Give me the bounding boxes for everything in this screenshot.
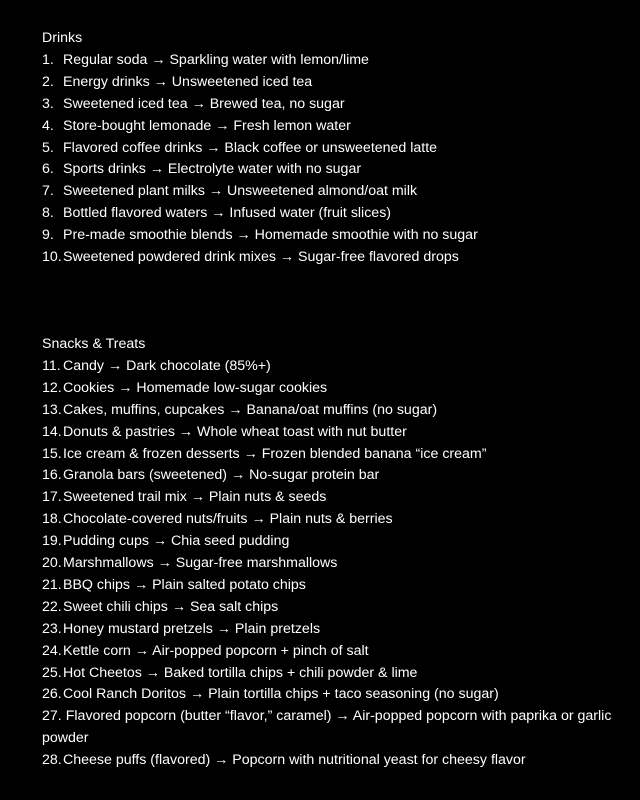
item-text: Sweetened iced tea → Brewed tea, no sugar	[63, 95, 345, 112]
item-number: 12.	[42, 379, 62, 396]
item-text: Marshmallows → Sugar-free marshmallows	[63, 555, 338, 572]
list-item	[42, 422, 612, 444]
list-item	[42, 356, 612, 378]
item-text: Sweetened powdered drink mixes → Sugar-free flavored drops	[63, 249, 459, 266]
item-line	[42, 706, 612, 750]
item-text: Hot Cheetos → Baked tortilla chips + chili powder & lime	[63, 664, 418, 681]
list-item	[42, 487, 612, 509]
drinks-heading: Drinks	[42, 30, 83, 46]
item-number: 21.	[42, 576, 62, 593]
item-number: 18.	[42, 511, 62, 528]
item-number: 11.	[42, 357, 61, 374]
item-text: Sweetened plant milks → Unsweetened almond/oat milk	[63, 183, 418, 200]
item-text: Kettle corn → Air-popped popcorn + pinch of salt	[63, 642, 369, 659]
list-item	[42, 597, 612, 619]
item-text: Chocolate-covered nuts/fruits → Plain nuts & berries	[63, 511, 393, 528]
item-text: Pre-made smoothie blends → Homemade smoothie with no sugar	[63, 227, 478, 244]
drinks-section	[42, 28, 612, 269]
list-item	[42, 138, 612, 160]
list-item	[42, 116, 612, 138]
item-text: Sports drinks → Electrolyte water with no sugar	[63, 161, 362, 178]
item-number: 5.	[42, 139, 54, 156]
item-text: Cookies → Homemade low-sugar cookies	[63, 379, 328, 396]
item-number: 9.	[42, 227, 54, 244]
item-text: Cheese puffs (flavored) → Popcorn with nutritional yeast for cheesy flavor	[63, 752, 526, 769]
item-text: Pudding cups → Chia seed pudding	[63, 533, 290, 550]
snacks-section	[42, 334, 612, 772]
item-number: 17.	[42, 489, 62, 506]
list-item	[42, 509, 612, 531]
item-text: Donuts & pastries → Whole wheat toast with nut butter	[63, 423, 407, 440]
item-number: 23.	[42, 620, 62, 637]
item-text: BBQ chips → Plain salted potato chips	[63, 576, 306, 593]
item-text: Store-bought lemonade → Fresh lemon water	[63, 117, 351, 134]
snacks-list	[42, 356, 612, 772]
item-text: Flavored popcorn (butter “flavor,” caramel) → Air-popped popcorn with paprika or garlic powder	[42, 708, 612, 747]
item-number: 28.	[42, 752, 62, 769]
list-item	[42, 553, 612, 575]
item-number: 8.	[42, 205, 54, 222]
item-text: Cool Ranch Doritos → Plain tortilla chips + taco seasoning (no sugar)	[63, 686, 499, 703]
item-number: 10.	[42, 249, 62, 266]
item-text: Sweet chili chips → Sea salt chips	[63, 598, 279, 615]
item-number: 3.	[42, 95, 54, 112]
item-number: 26.	[42, 686, 62, 703]
item-text: Honey mustard pretzels → Plain pretzels	[63, 620, 321, 637]
item-number: 6.	[42, 161, 54, 178]
item-number: 15.	[42, 445, 62, 462]
item-text: Flavored coffee drinks → Black coffee or unsweetened latte	[63, 139, 438, 156]
drinks-list	[42, 50, 612, 269]
list-item	[42, 94, 612, 116]
list-item	[42, 706, 612, 750]
item-number: 25.	[42, 664, 62, 681]
list-item	[42, 50, 612, 72]
list-item	[42, 72, 612, 94]
item-number: 24.	[42, 642, 62, 659]
item-text: Candy → Dark chocolate (85%+)	[63, 357, 271, 374]
item-number: 16.	[42, 467, 62, 484]
item-number: 20.	[42, 555, 62, 572]
item-number: 27.	[42, 708, 62, 725]
item-text: Energy drinks → Unsweetened iced tea	[63, 73, 313, 90]
item-number: 13.	[42, 401, 62, 418]
list-item	[42, 444, 612, 466]
list-item	[42, 575, 612, 597]
item-number: 19.	[42, 533, 62, 550]
item-text: Cakes, muffins, cupcakes → Banana/oat muffins (no sugar)	[63, 401, 438, 418]
item-text: Sweetened trail mix → Plain nuts & seeds	[63, 489, 327, 506]
item-number: 14.	[42, 423, 62, 440]
item-number: 7.	[42, 183, 54, 200]
list-item	[42, 378, 612, 400]
list-item	[42, 684, 612, 706]
item-text: Bottled flavored waters → Infused water (fruit slices)	[63, 205, 392, 222]
list-item	[42, 247, 612, 269]
list-item	[42, 619, 612, 641]
list-item	[42, 663, 612, 685]
item-text: Ice cream & frozen desserts → Frozen blended banana “ice cream”	[63, 445, 487, 462]
snacks-heading: Snacks & Treats	[42, 336, 146, 352]
list-item	[42, 225, 612, 247]
item-text: Regular soda → Sparkling water with lemon/lime	[63, 51, 369, 68]
item-number: 1.	[42, 51, 54, 68]
list-item	[42, 465, 612, 487]
list-item	[42, 641, 612, 663]
item-number: 22.	[42, 598, 62, 615]
list-item	[42, 159, 612, 181]
list-item	[42, 750, 612, 772]
item-text: Granola bars (sweetened) → No-sugar protein bar	[63, 467, 380, 484]
item-number: 4.	[42, 117, 54, 134]
list-item	[42, 203, 612, 225]
list-item	[42, 531, 612, 553]
list-item	[42, 181, 612, 203]
list-item	[42, 400, 612, 422]
item-number: 2.	[42, 73, 54, 90]
